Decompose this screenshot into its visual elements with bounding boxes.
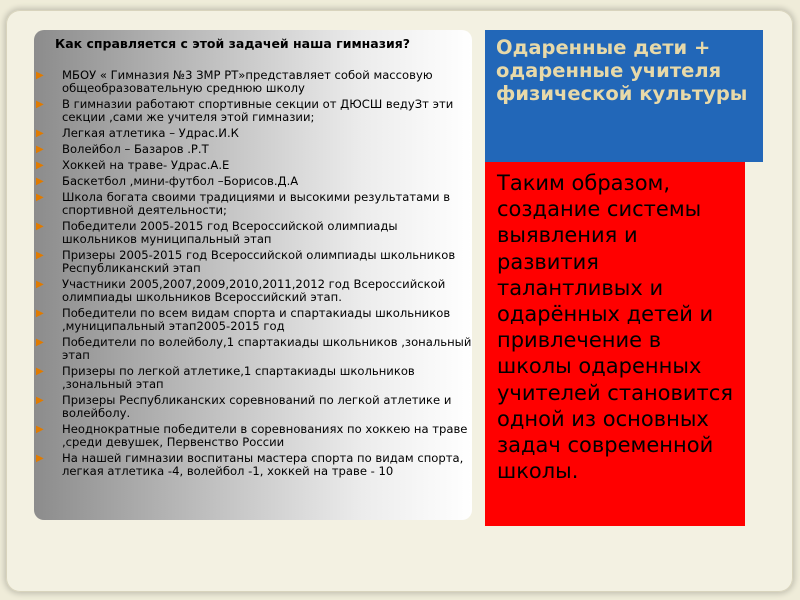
bullet-icon: ▶ (36, 250, 44, 261)
slide-title: Одаренные дети + одаренные учителя физической культуры (496, 36, 748, 105)
list-item (36, 365, 476, 391)
list-item (36, 278, 476, 304)
list-item-text: На нашей гимназии воспитаны мастера спорта по видам спорта, легкая атлетика -4, волейбол -1, хоккей на траве - 10 (62, 451, 464, 478)
list-item-text: Победители по всем видам спорта и спартакиады школьников ,муниципальный этап2005-2015 год (62, 306, 451, 333)
list-item-text: Призеры по легкой атлетике,1 спартакиады школьников ,зональный этап (62, 364, 415, 391)
bullet-icon: ▶ (36, 176, 44, 187)
bullet-icon: ▶ (36, 70, 44, 81)
list-item-text: Школа богата своими традициями и высокими результатами в спортивной деятельности; (62, 190, 451, 217)
list-item-text: Победители 2005-2015 год Всероссийской олимпиады школьников муниципальный этап (62, 219, 398, 246)
bullet-icon: ▶ (36, 144, 44, 155)
list-item-text: Победители по волейболу,1 спартакиады школьников ,зональный этап (62, 335, 472, 362)
bullet-icon: ▶ (36, 337, 44, 348)
bullet-icon: ▶ (36, 453, 44, 464)
left-heading: Как справляется с этой задачей наша гимназия? (55, 36, 411, 51)
list-item (36, 159, 476, 172)
bullet-list (36, 69, 476, 481)
list-item (36, 423, 476, 449)
bullet-icon: ▶ (36, 221, 44, 232)
bullet-icon: ▶ (36, 424, 44, 435)
list-item (36, 220, 476, 246)
list-item (36, 69, 476, 95)
list-item (36, 452, 476, 478)
bullet-icon: ▶ (36, 279, 44, 290)
list-item (36, 249, 476, 275)
title-box (485, 30, 763, 162)
list-item (36, 98, 476, 124)
conclusion-text: Таким образом, создание системы выявления и развития талантливых и одарённых детей и привлечение в школы одаренных учителей становится одной из основных задач современной школы. (497, 171, 733, 484)
list-item (36, 394, 476, 420)
bullet-icon: ▶ (36, 308, 44, 319)
list-item-text: Участники 2005,2007,2009,2010,2011,2012 год Всероссийской олимпиады школьников Всероссийский этап. (62, 277, 446, 304)
list-item-text: Призеры 2005-2015 год Всероссийской олимпиады школьников Республиканский этап (62, 248, 456, 275)
bullet-icon: ▶ (36, 192, 44, 203)
bullet-icon: ▶ (36, 395, 44, 406)
list-item (36, 307, 476, 333)
list-item-text: Баскетбол ,мини-футбол –Борисов.Д.А (62, 174, 299, 188)
bullet-icon: ▶ (36, 128, 44, 139)
list-item (36, 175, 476, 188)
bullet-icon: ▶ (36, 99, 44, 110)
list-item-text: Хоккей на траве- Удрас.А.Е (62, 158, 230, 172)
list-item-text: Призеры Республиканских соревнований по легкой атлетике и волейболу. (62, 393, 452, 420)
list-item-text: Легкая атлетика – Удрас.И.К (62, 126, 239, 140)
list-item-text: МБОУ « Гимназия №3 ЗМР РТ»представляет собой массовую общеобразовательную среднюю школу (62, 68, 433, 95)
list-item-text: Волейбол – Базаров .Р.Т (62, 142, 209, 156)
list-item (36, 191, 476, 217)
list-item (36, 127, 476, 140)
bullet-icon: ▶ (36, 366, 44, 377)
list-item (36, 143, 476, 156)
list-item-text: Неоднократные победители в соревнованиях по хоккею на траве ,среди девушек, Первенство России (62, 422, 468, 449)
bullet-icon: ▶ (36, 160, 44, 171)
list-item (36, 336, 476, 362)
list-item-text: В гимназии работают спортивные секции от ДЮСШ ведуЗт эти секции ,сами же учителя этой гимназии; (62, 97, 454, 124)
